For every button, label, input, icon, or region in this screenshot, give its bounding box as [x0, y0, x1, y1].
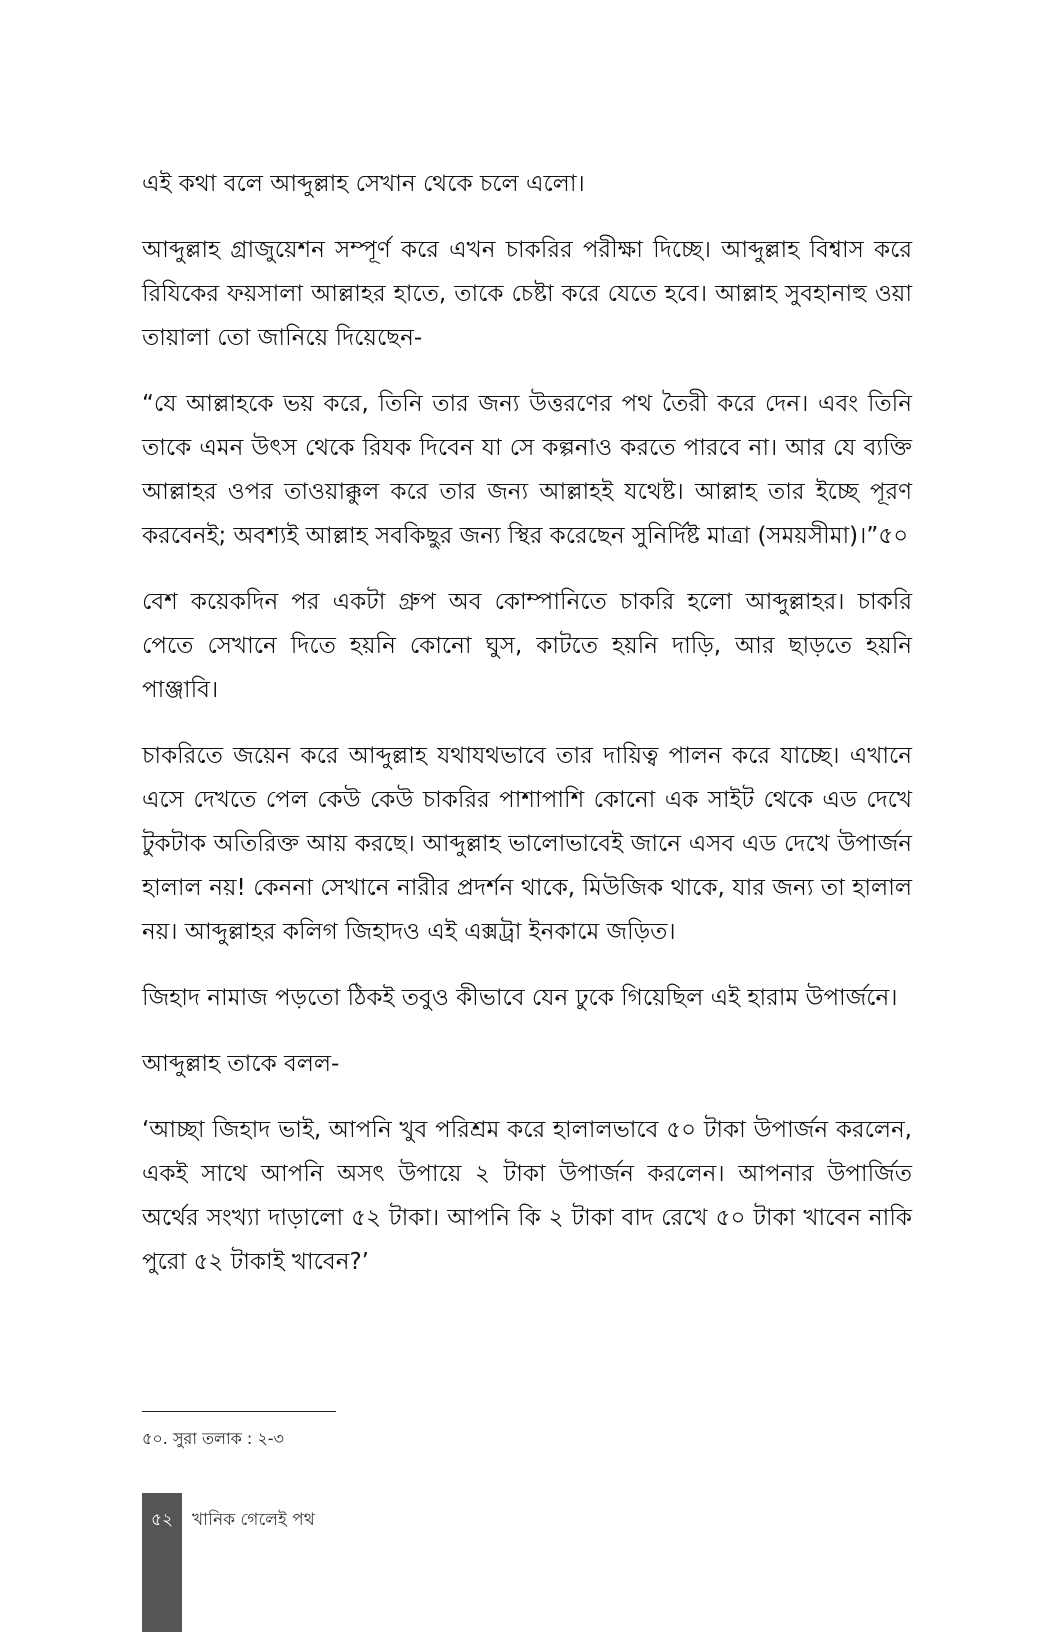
paragraph: জিহাদ নামাজ পড়তো ঠিকই তবুও কীভাবে যেন ঢুকে গিয়েছিল এই হারাম উপার্জনে।	[142, 985, 898, 1011]
body-text	[142, 162, 912, 1306]
paragraph: আব্দুল্লাহ গ্রাজুয়েশন সম্পূর্ণ করে এখন চাকরির পরীক্ষা দিচ্ছে। আব্দুল্লাহ বিশ্বাস করে রিযিকের ফয়সালা আল্লাহর হাতে, তাকে চেষ্টা করে যেতে হবে। আল্লাহ সুবহানাহু ওয়া তায়ালা তো জানিয়ে দিয়েছেন-	[142, 237, 912, 351]
paragraph: চাকরিতে জয়েন করে আব্দুল্লাহ যথাযথভাবে তার দায়িত্ব পালন করে যাচ্ছে। এখানে এসে দেখতে পেল কেউ কেউ চাকরির পাশাপাশি কোনো এক সাইট থেকে এড দেখে টুকটাক অতিরিক্ত আয় করছে। আব্দুল্লাহ ভালোভাবেই জানে এসব এড দেখে উপার্জন হালাল নয়! কেননা সেখানে নারীর প্রদর্শন থাকে, মিউজিক থাকে, যার জন্য তা হালাল নয়। আব্দুল্লাহর কলিগ জিহাদও এই এক্সট্রা ইনকামে জড়িত।	[142, 743, 912, 945]
page-number: ৫২	[150, 1510, 174, 1530]
paragraph: আব্দুল্লাহ তাকে বলল-	[142, 1051, 340, 1077]
running-title: খানিক গেলেই পথ	[192, 1510, 315, 1530]
paragraph: বেশ কয়েকদিন পর একটা গ্রুপ অব কোম্পানিতে চাকরি হলো আব্দুল্লাহর। চাকরি পেতে সেখানে দিতে হয়নি কোনো ঘুস, কাটতে হয়নি দাড়ি, আর ছাড়তে হয়নি পাঞ্জাবি।	[142, 589, 912, 703]
paragraph: ‘আচ্ছা জিহাদ ভাই, আপনি খুব পরিশ্রম করে হালালভাবে ৫০ টাকা উপার্জন করলেন, একই সাথে আপনি অসৎ উপায়ে ২ টাকা উপার্জন করলেন। আপনার উপার্জিত অর্থের সংখ্যা দাড়ালো ৫২ টাকা। আপনি কি ২ টাকা বাদ রেখে ৫০ টাকা খাবেন নাকি পুরো ৫২ টাকাই খাবেন?’	[142, 1117, 912, 1275]
footnote: ৫০. সুরা তলাক : ২-৩	[142, 1429, 284, 1448]
paragraph: এই কথা বলে আব্দুল্লাহ সেখান থেকে চলে এলো।	[142, 171, 585, 197]
footnote-divider	[142, 1411, 336, 1412]
quote-paragraph: “যে আল্লাহকে ভয় করে, তিনি তার জন্য উত্তরণের পথ তৈরী করে দেন। এবং তিনি তাকে এমন উৎস থেকে রিযক দিবেন যা সে কল্পনাও করতে পারবে না। আর যে ব্যক্তি আল্লাহর ওপর তাওয়াক্কুল করে তার জন্য আল্লাহই যথেষ্ট। আল্লাহ তার ইচ্ছে পূরণ করবেনই; অবশ্যই আল্লাহ সবকিছুর জন্য স্থির করেছেন সুনির্দিষ্ট মাত্রা (সময়সীমা)।”৫০	[142, 391, 912, 549]
